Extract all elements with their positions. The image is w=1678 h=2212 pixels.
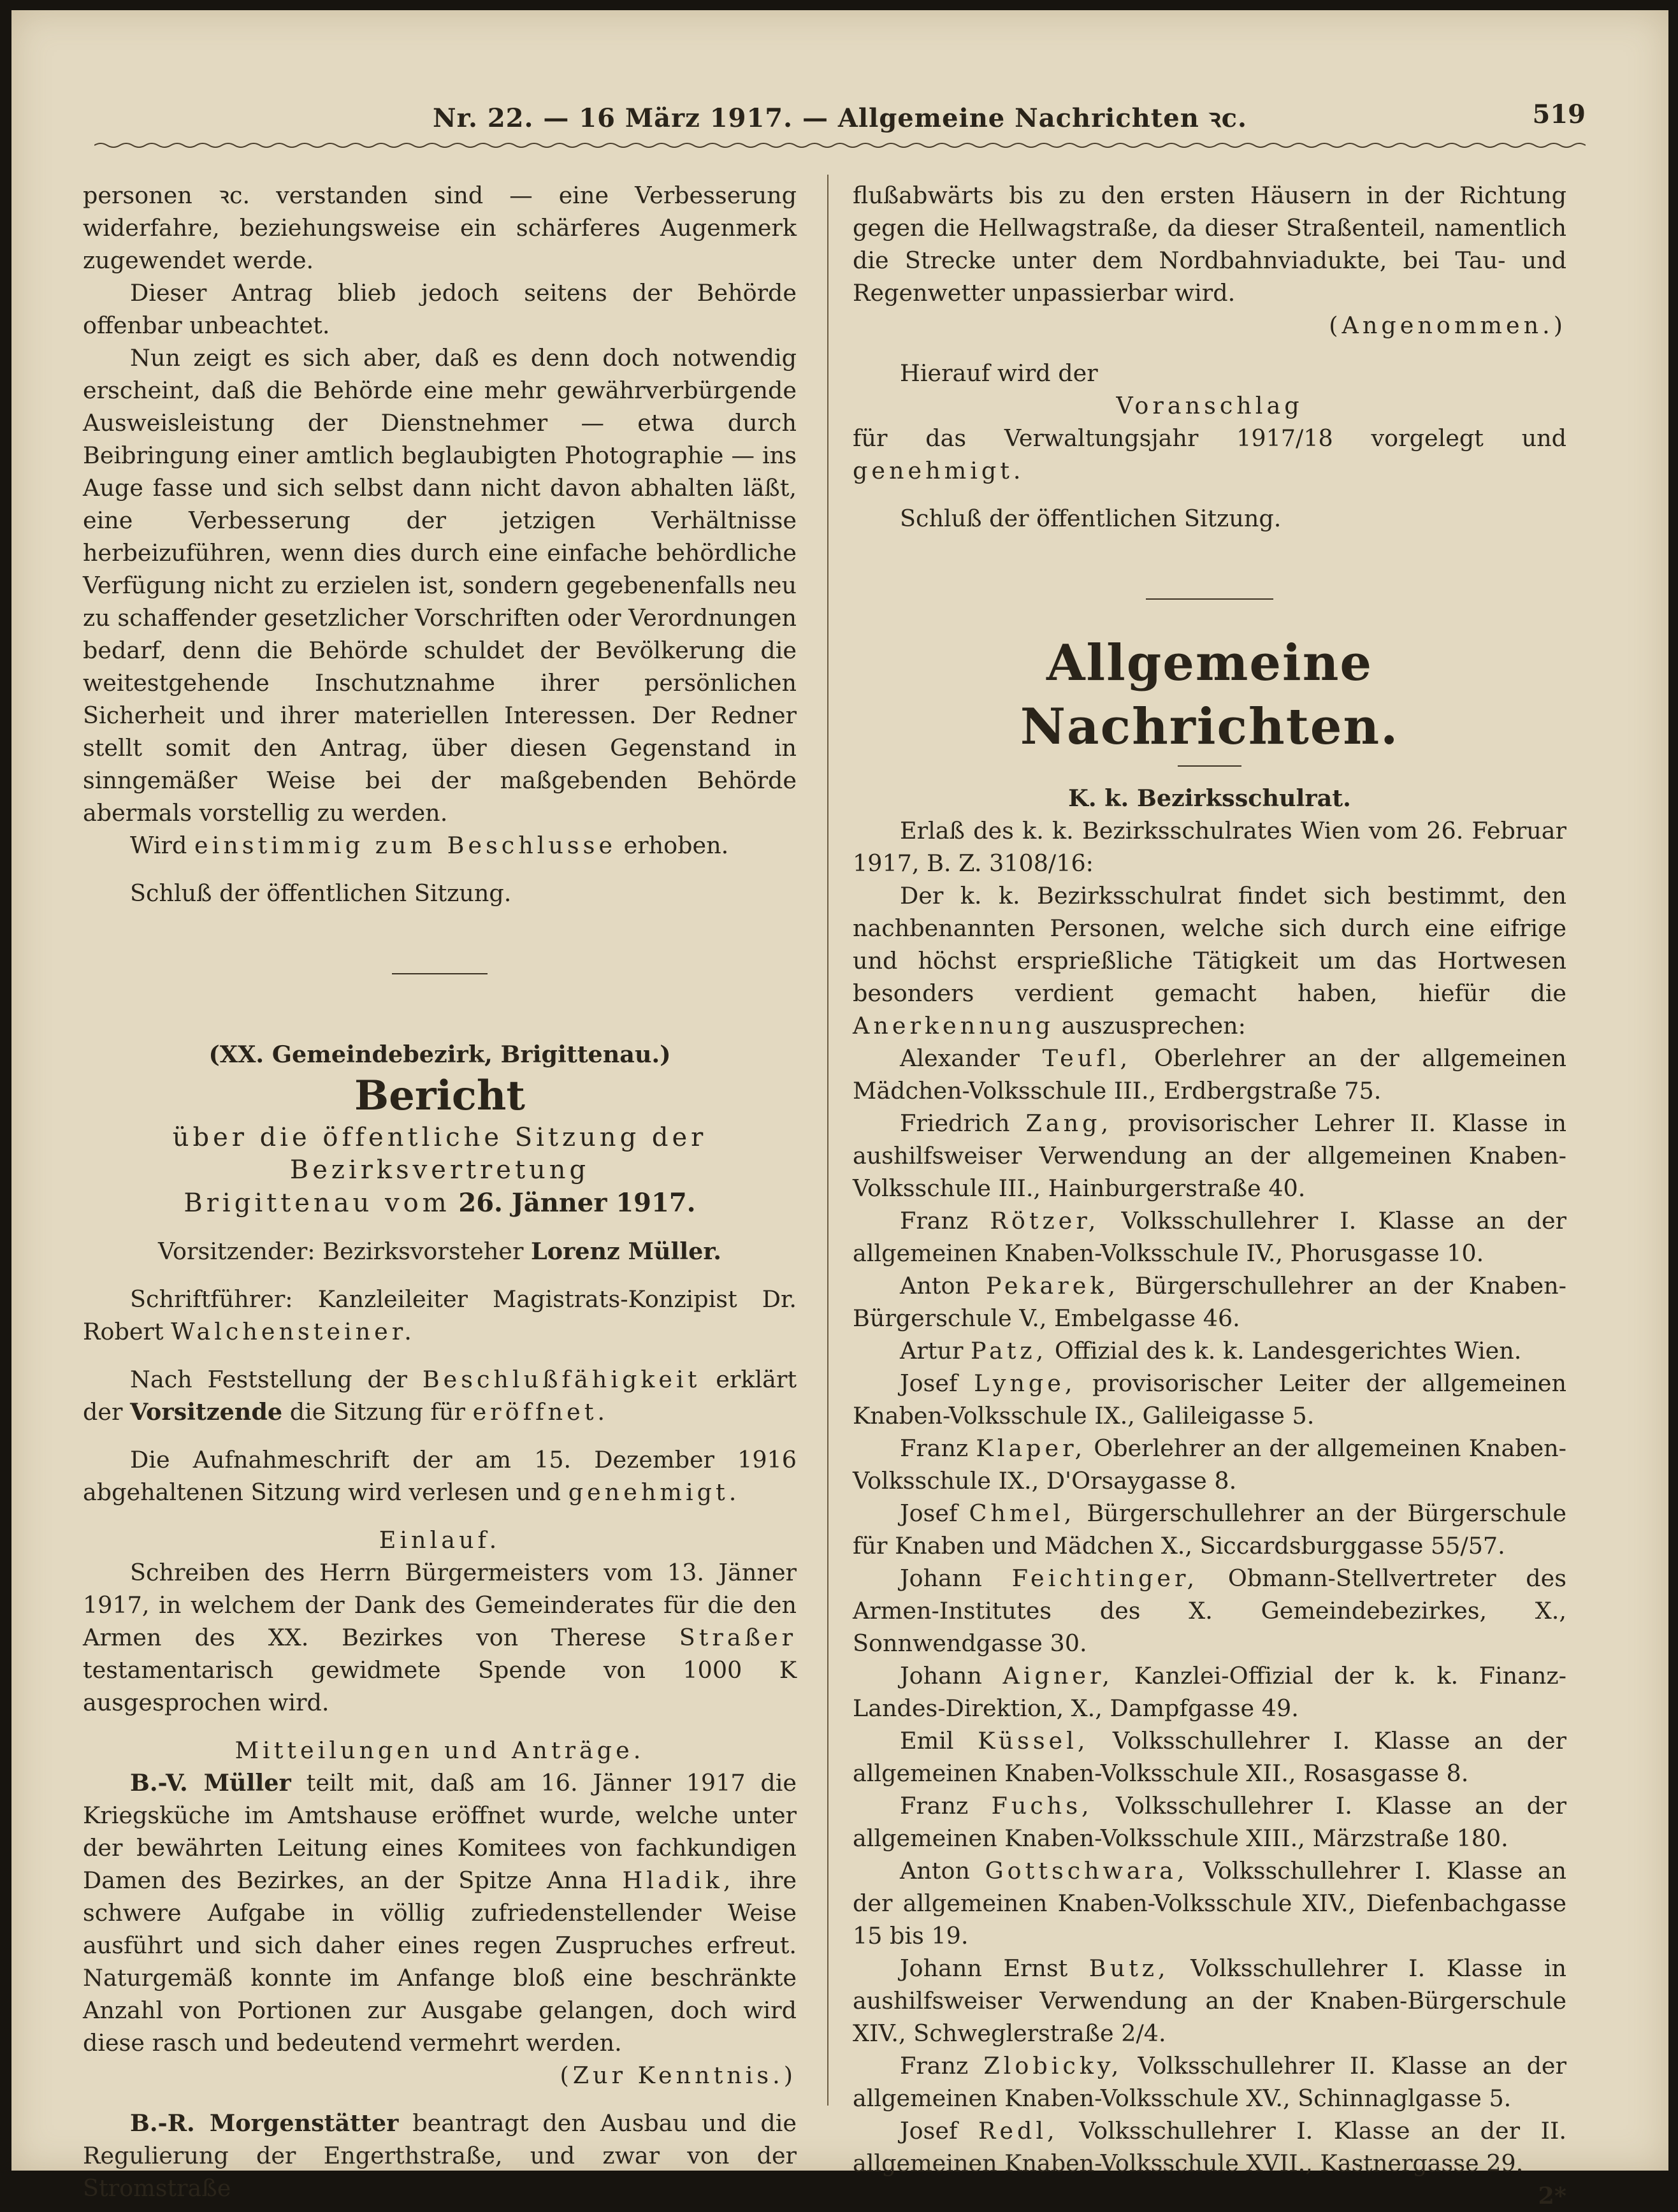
signature-mark: 2* xyxy=(1538,2182,1566,2209)
person-entry: Josef Chmel, Bürgerschullehrer an der Bürgerschule für Knaben und Mädchen X., Siccardsburggasse 55/57. xyxy=(853,1500,1566,1559)
page-number: 519 xyxy=(1532,99,1586,129)
report-subtitle: über die öffentliche Sitzung der Bezirksvertretung xyxy=(172,1123,707,1185)
person-entry: Emil Küssel, Volksschullehrer I. Klasse an der allgemeinen Knaben-Volksschule XII., Rosasgasse 8. xyxy=(853,1727,1566,1787)
person-entry: Friedrich Zang, provisorischer Lehrer II. Klasse in aushilfsweiser Verwendung an der allgemeinen Knaben-Volksschule III., Hainburgerstraße 40. xyxy=(853,1110,1567,1202)
erlass-body: Der k. k. Bezirksschulrat findet sich bestimmt, den nachbenannten Personen, welche sich durch eine eifrige und höchst ersprießliche Tätigkeit um das Hortwesen besonders verdient gemacht haben, hiefür die Anerkennung auszusprechen: xyxy=(853,882,1566,1039)
angenommen: (Angenommen.) xyxy=(1329,312,1566,339)
quorum-paragraph: Nach Feststellung der Beschlußfähigkeit erklärt der Vorsitzende die Sitzung für eröffnet. xyxy=(83,1366,797,1426)
district-heading: (XX. Gemeindebezirk, Brigittenau.) xyxy=(208,1041,671,1068)
column-divider xyxy=(827,175,828,2106)
person-entry: Franz Zlobicky, Volksschullehrer II. Klasse an der allgemeinen Knaben-Volksschule XV., Schinnaglgasse 5. xyxy=(853,2052,1566,2112)
closing-line: Schluß der öffentlichen Sitzung. xyxy=(130,879,512,907)
person-entry: Johann Ernst Butz, Volksschullehrer I. Klasse in aushilfsweiser Verwendung an der Knaben-Bürgerschule XIV., Schweglerstraße 2/4. xyxy=(853,1955,1567,2047)
page-header xyxy=(94,99,1586,144)
morgenstaetter-paragraph: B.-R. Morgenstätter beantragt den Ausbau und die Regulierung der Engerthstraße, und zwar von der Stromstraße xyxy=(83,2109,797,2202)
person-entry: Franz Rötzer, Volksschullehrer I. Klasse an der allgemeinen Knaben-Volksschule IV., Phorusgasse 10. xyxy=(853,1207,1567,1267)
einlauf-paragraph: Schreiben des Herrn Bürgermeisters vom 13. Jänner 1917, in welchem der Dank des Gemeinderates für die den Armen des XX. Bezirkes von Therese Straßer testamentarisch gewidmete Spende von 1000 K ausgesprochen wird. xyxy=(83,1559,797,1716)
persons-list xyxy=(853,1042,1566,2179)
chair-line: Vorsitzender: Bezirksvorsteher Lorenz Müller. xyxy=(158,1238,721,1265)
einlauf-heading: Einlauf. xyxy=(379,1526,501,1554)
erlass-line: Erlaß des k. k. Bezirksschulrates Wien vom 26. Februar 1917, B. Z. 3108/16: xyxy=(853,817,1566,877)
person-entry: Alexander Teufl, Oberlehrer an der allgemeinen Mädchen-Volksschule III., Erdbergstraße 75. xyxy=(853,1045,1566,1104)
paragraph: Nun zeigt es sich aber, daß es denn doch notwendig erscheint, daß die Behörde eine mehr gewährverbürgende Ausweisleistung der Dienstnehmer — etwa durch Beibringung einer amtlich beglaubigten Photographie — ins Auge fasse und sich selbst dann nicht davon abhalten läßt, eine Verbesserung der jetzigen Verhältnisse herbeizuführen, wenn dies durch eine einfache behördliche Verfügung nicht zu erzielen ist, sondern gegebenenfalls neu zu schaffender gesetzlicher Vorschriften oder Verordnungen bedarf, denn die Behörde schuldet der Bevölkerung die weitestgehende Inschutznahme ihrer persönlichen Sicherheit und ihrer materiellen Interessen. Der Redner stellt somit den Antrag, über diesen Gegenstand in sinngemäßer Weise bei der maßgebenden Behörde abermals vorstellig zu werden. xyxy=(83,344,797,827)
resolution-paragraph: Wird einstimmig zum Beschlusse erhoben. xyxy=(130,832,729,859)
minutes-paragraph: Die Aufnahmeschrift der am 15. Dezember 1916 abgehaltenen Sitzung wird verlesen und genehmigt. xyxy=(83,1446,797,1506)
person-entry: Franz Klaper, Oberlehrer an der allgemeinen Knaben-Volksschule IX., D'Orsaygasse 8. xyxy=(853,1435,1567,1494)
paragraph: personen ꝛc. verstanden sind — eine Verbesserung widerfahre, beziehungsweise ein schärferes Augenmerk zugewendet werde. xyxy=(83,182,797,274)
report-title: Bericht xyxy=(354,1072,525,1120)
left-column xyxy=(83,179,797,2204)
person-entry: Franz Fuchs, Volksschullehrer I. Klasse an der allgemeinen Knaben-Volksschule XIII., Märzstraße 180. xyxy=(853,1792,1566,1852)
voranschlag: Voranschlag xyxy=(1116,392,1303,419)
person-entry: Josef Redl, Volksschullehrer I. Klasse an der II. allgemeinen Knaben-Volksschule XVII., Kastnergasse 29. xyxy=(853,2117,1566,2177)
verwaltungsjahr-line: für das Verwaltungsjahr 1917/18 vorgelegt und genehmigt. xyxy=(853,424,1566,484)
person-entry: Anton Pekarek, Bürgerschullehrer an der Knaben-Bürgerschule V., Embelgasse 46. xyxy=(853,1272,1566,1332)
newspaper-page xyxy=(11,10,1668,2209)
header-title: Nr. 22. — 16 März 1917. — Allgemeine Nachrichten ꝛc. xyxy=(433,103,1247,133)
paragraph: Dieser Antrag blieb jedoch seitens der Behörde offenbar unbeachtet. xyxy=(83,279,797,339)
main-heading: Allgemeine Nachrichten. xyxy=(1020,634,1400,756)
paragraph: flußabwärts bis zu den ersten Häusern in der Richtung gegen die Hellwagstraße, da dieser Straßenteil, namentlich die Strecke unter dem Nordbahnviadukte, bei Tau- und Regenwetter unpassierbar wird. xyxy=(853,182,1566,307)
person-entry: Josef Lynge, provisorischer Leiter der allgemeinen Knaben-Volksschule IX., Galileigasse 5. xyxy=(853,1370,1567,1429)
closing-line: Schluß der öffentlichen Sitzung. xyxy=(900,505,1282,532)
person-entry: Artur Patz, Offizial des k. k. Landesgerichtes Wien. xyxy=(900,1337,1522,1364)
hierauf-line: Hierauf wird der xyxy=(900,359,1098,387)
person-entry: Anton Gottschwara, Volksschullehrer I. Klasse an der allgemeinen Knaben-Volksschule XIV., Diefenbachgasse 15 bis 19. xyxy=(853,1857,1567,1949)
header-wavy-rule xyxy=(94,141,1586,150)
mitteilungen-heading: Mitteilungen und Anträge. xyxy=(235,1737,645,1764)
person-entry: Johann Feichtinger, Obmann-Stellvertreter des Armen-Institutes des X. Gemeindebezirkes, X., Sonnwendgasse 30. xyxy=(853,1565,1566,1657)
report-subtitle-date: Brigittenau vom 26. Jänner 1917. xyxy=(184,1188,696,1218)
person-entry: Johann Aigner, Kanzlei-Offizial der k. k. Finanz-Landes-Direktion, X., Dampfgasse 49. xyxy=(853,1662,1566,1722)
secretary-line: Schriftführer: Kanzleileiter Magistrats-Konzipist Dr. Robert Walchensteiner. xyxy=(83,1285,797,1345)
mueller-paragraph: B.-V. Müller teilt mit, daß am 16. Jänner 1917 die Kriegsküche im Amtshause eröffnet wurde, welche unter der bewährten Leitung eines Komitees von fachkundigen Damen des Bezirkes, an der Spitze Anna Hladik, ihre schwere Aufgabe in völlig zufriedenstellender Weise ausführt und sich daher eines regen Zuspruches erfreut. Naturgemäß konnte im Anfange bloß eine beschränkte Anzahl von Portionen zur Ausgabe gelangen, doch wird diese rasch und bedeutend vermehrt werden. xyxy=(83,1769,797,2057)
right-column xyxy=(853,179,1566,2212)
zur-kenntnis: (Zur Kenntnis.) xyxy=(560,2062,797,2089)
section-heading: K. k. Bezirksschulrat. xyxy=(1068,784,1351,812)
